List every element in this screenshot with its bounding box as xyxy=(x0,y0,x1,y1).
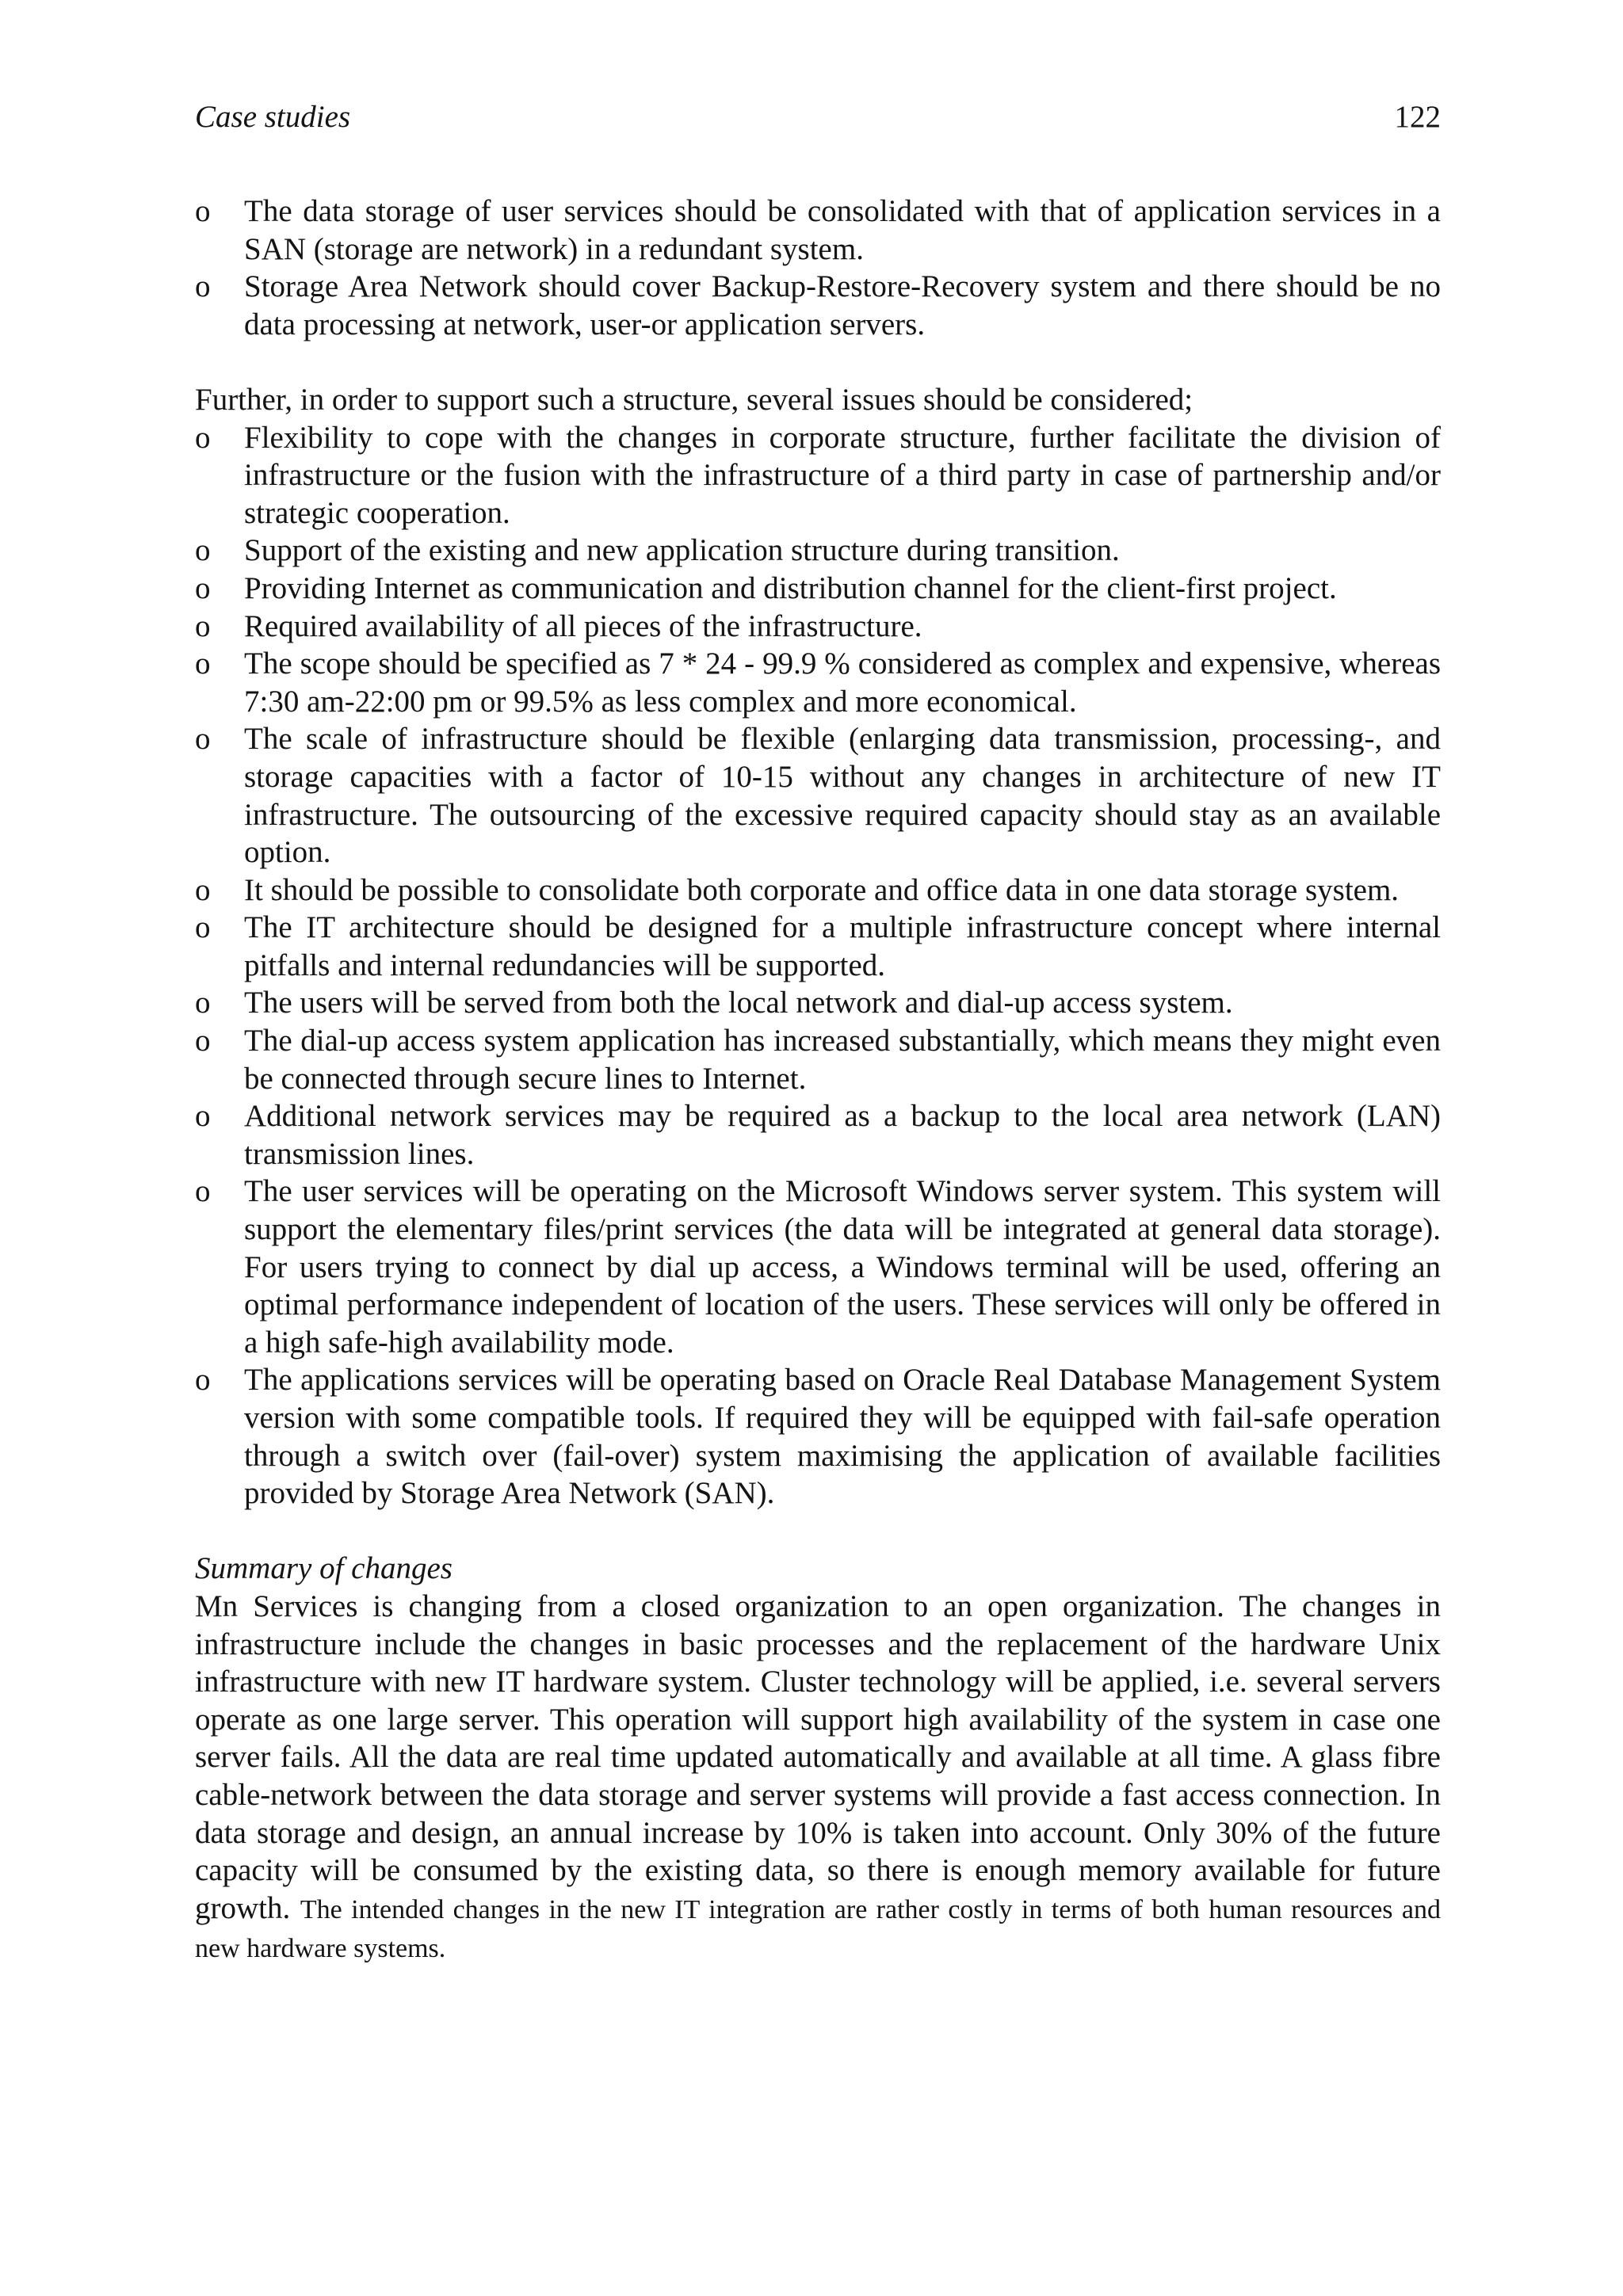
list-item: o The scale of infrastructure should be flexible (enlarging data transmission, processing-, and storage capacities with a factor of 10-15 without any changes in architecture of new IT infrastructure. The outsourcing of the excessive required capacity should stay as an available option. xyxy=(195,722,1441,870)
page-number: 122 xyxy=(1394,100,1441,134)
list-item: o The data storage of user services should be consolidated with that of application services in a SAN (storage are network) in a redundant system. xyxy=(195,194,1441,266)
bullet-marker: o xyxy=(195,269,211,304)
list-item: o It should be possible to consolidate both corporate and office data in one data storage system. xyxy=(195,871,1441,910)
list-item: o Storage Area Network should cover Backup-Restore-Recovery system and there should be no data processing at network, user-or application servers. xyxy=(195,269,1441,341)
bullet-marker: o xyxy=(195,420,211,455)
page-header xyxy=(195,93,1441,141)
list-item: o The IT architecture should be designed for a multiple infrastructure concept where internal pitfalls and internal redundancies will be supported. xyxy=(195,910,1441,982)
list-item: o Support of the existing and new application structure during transition. xyxy=(195,532,1441,570)
bullet-marker: o xyxy=(195,1024,211,1058)
spacer xyxy=(195,343,1441,381)
list-item: o Required availability of all pieces of the infrastructure. xyxy=(195,608,1441,646)
issues-list xyxy=(195,419,1441,1512)
storage-list xyxy=(195,193,1441,343)
list-item: o Flexibility to cope with the changes in corporate structure, further facilitate the division of infrastructure or the fusion with the infrastructure of a third party in case of partnership and/or strategic cooperation. xyxy=(195,420,1441,530)
page-body xyxy=(195,193,1441,1968)
bullet-marker: o xyxy=(195,986,211,1020)
bullet-marker: o xyxy=(195,1363,211,1398)
bullet-marker: o xyxy=(195,646,211,681)
list-item: o The users will be served from both the local network and dial-up access system. xyxy=(195,984,1441,1022)
bullet-marker: o xyxy=(195,194,211,228)
summary-heading: Summary of changes xyxy=(195,1551,453,1586)
bullet-marker: o xyxy=(195,1099,211,1134)
list-item: o Additional network services may be required as a backup to the local area network (LAN) transmission lines. xyxy=(195,1099,1441,1171)
list-item: o Providing Internet as communication and distribution channel for the client-first project. xyxy=(195,570,1441,608)
bullet-marker: o xyxy=(195,722,211,757)
intro-paragraph: Further, in order to support such a structure, several issues should be considered; xyxy=(195,382,1193,417)
bullet-marker: o xyxy=(195,608,211,643)
bullet-marker: o xyxy=(195,1174,211,1209)
list-item: o The applications services will be operating based on Oracle Real Database Management System version with some compatible tools. If required they will be equipped with fail-safe operation through a switch over (fail-over) system maximising the application of available facilities provided by Storage Area Network (SAN). xyxy=(195,1363,1441,1511)
summary-body: Mn Services is changing from a closed organization to an open organization. The changes in infrastructure include the changes in basic processes and the replacement of the hardware Unix infrastructure with new IT hardware system. Cluster technology will be applied, i.e. several servers operate as one large server. This operation will support high availability of the system in case one server fails. All the data are real time updated automatically and available at all time. A glass fibre cable-network between the data storage and server systems will provide a fast access connection. In data storage and design, an annual increase by 10% is taken into account. Only 30% of the future capacity will be consumed by the existing data, so there is enough memory available for future growth. xyxy=(195,1589,1441,1925)
list-item: o The dial-up access system application has increased substantially, which means they might even be connected through secure lines to Internet. xyxy=(195,1024,1441,1096)
bullet-marker: o xyxy=(195,533,211,568)
list-item: o The scope should be specified as 7 * 24 - 99.9 % considered as complex and expensive, whereas 7:30 am-22:00 pm or 99.5% as less complex and more economical. xyxy=(195,646,1441,719)
bullet-marker: o xyxy=(195,910,211,945)
section-title: Case studies xyxy=(195,100,351,134)
bullet-marker: o xyxy=(195,570,211,605)
bullet-marker: o xyxy=(195,872,211,907)
list-item: o The user services will be operating on the Microsoft Windows server system. This system will support the elementary files/print services (the data will be integrated at general data storage). For users trying to connect by dial up access, a Windows terminal will be used, offering an optimal performance independent of location of the users. These services will only be offered in a high safe-high availability mode. xyxy=(195,1174,1441,1360)
spacer xyxy=(195,1512,1441,1550)
summary-paragraph xyxy=(195,1588,1441,1968)
summary-body-small: The intended changes in the new IT integration are rather costly in terms of both human resources and new hardware systems. xyxy=(195,1894,1441,1964)
